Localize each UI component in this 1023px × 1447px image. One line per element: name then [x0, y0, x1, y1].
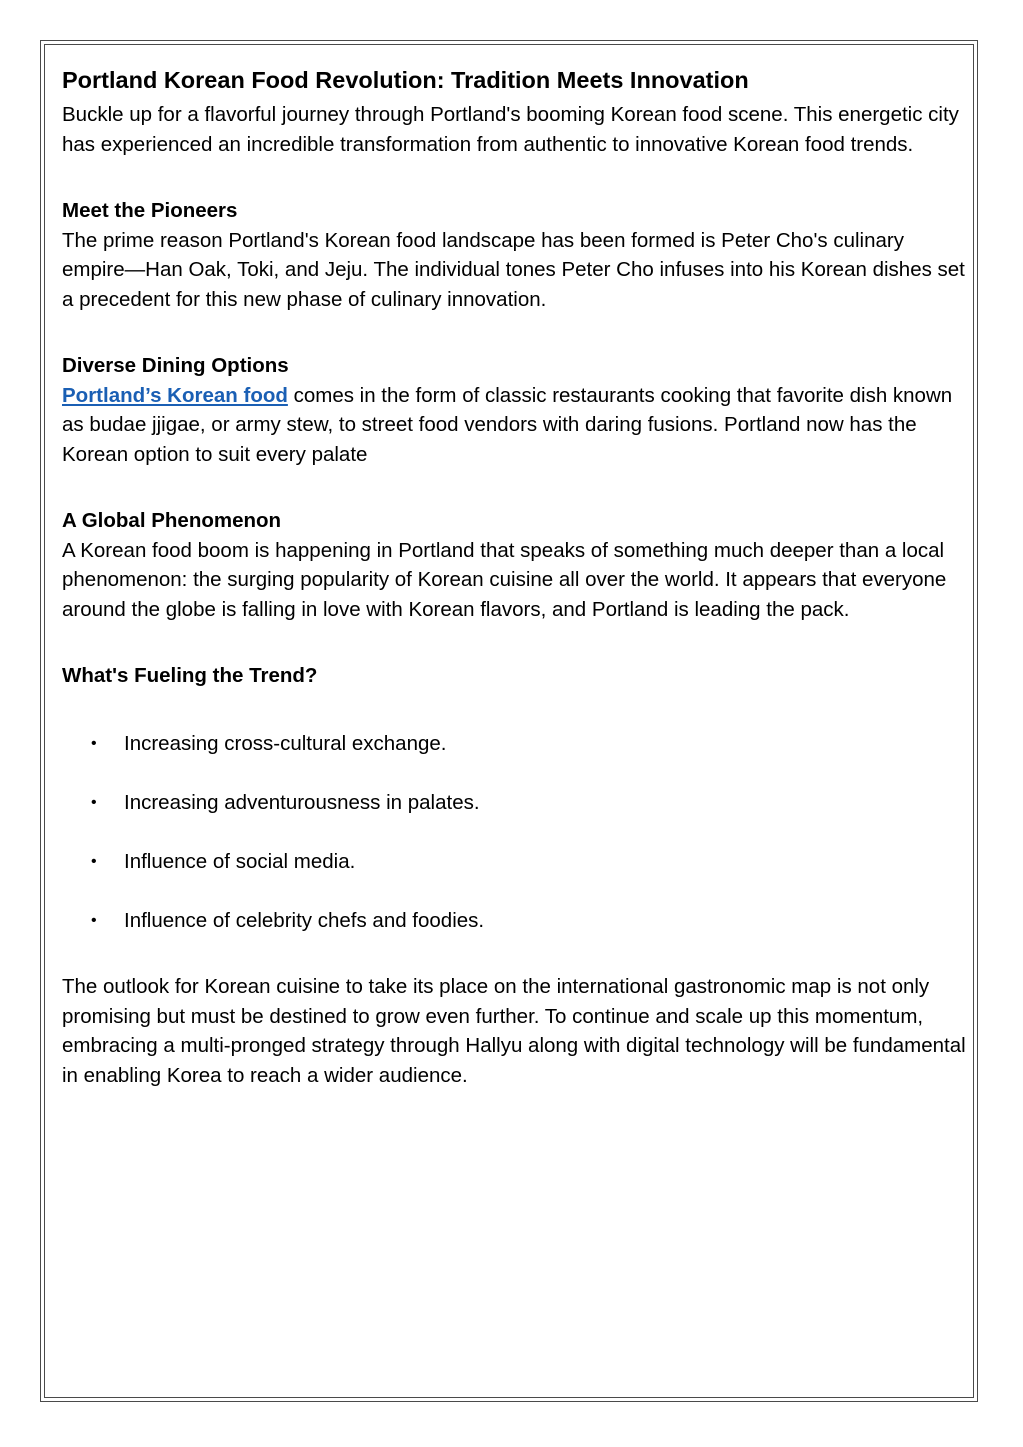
- bullet-icon: •: [91, 852, 97, 870]
- document-body: [62, 64, 967, 1090]
- section-body: The prime reason Portland's Korean food landscape has been formed is Peter Cho's culinary empire—Han Oak, Toki, and Jeju. The individual tones Peter Cho infuses into his Korean dishes set a precedent for this new phase of culinary innovation.: [62, 228, 965, 311]
- portland-korean-food-link[interactable]: Portland’s Korean food: [62, 383, 288, 407]
- list-item-text: Increasing cross-cultural exchange.: [124, 731, 447, 755]
- document-title: Portland Korean Food Revolution: Tradition Meets Innovation: [62, 67, 749, 93]
- trend-list: [62, 729, 967, 936]
- list-item: [62, 788, 967, 818]
- bullet-icon: •: [91, 911, 97, 929]
- section-body: A Korean food boom is happening in Portland that speaks of something much deeper than a local phenomenon: the surging popularity of Korean cuisine all over the world. It appears that everyone around the globe is falling in love with Korean flavors, and Portland is leading the pack.: [62, 538, 947, 621]
- section-body: [62, 381, 967, 470]
- section-heading: Diverse Dining Options: [62, 354, 289, 377]
- closing-paragraph: The outlook for Korean cuisine to take its place on the international gastronomic map is not only promising but must be destined to grow even further. To continue and scale up this momentum, embracing a multi-pronged strategy through Hallyu along with digital technology will be fundamental in enabling Korea to reach a wider audience.: [62, 975, 966, 1087]
- bullet-icon: •: [91, 734, 97, 752]
- section-pioneers: [62, 196, 967, 314]
- section-heading: Meet the Pioneers: [62, 199, 238, 222]
- intro-paragraph: Buckle up for a flavorful journey through Portland's booming Korean food scene. This energetic city has experienced an incredible transformation from authentic to innovative Korean food trends.: [62, 103, 959, 156]
- section-body-text: comes in the form of classic restaurants cooking that favorite dish known as budae jjigae, or army stew, to street food vendors with daring fusions. Portland now has the Korean option to suit every palate: [62, 383, 953, 466]
- bullet-icon: •: [91, 793, 97, 811]
- list-item-text: Increasing adventurousness in palates.: [124, 790, 480, 814]
- list-item: [62, 847, 967, 877]
- section-global-phenomenon: [62, 506, 967, 624]
- list-item: [62, 729, 967, 759]
- list-item-text: Influence of celebrity chefs and foodies.: [124, 908, 485, 932]
- trend-heading: What's Fueling the Trend?: [62, 664, 318, 687]
- section-dining-options: [62, 351, 967, 469]
- list-item: [62, 906, 967, 936]
- section-heading: A Global Phenomenon: [62, 509, 282, 532]
- list-item-text: Influence of social media.: [124, 849, 356, 873]
